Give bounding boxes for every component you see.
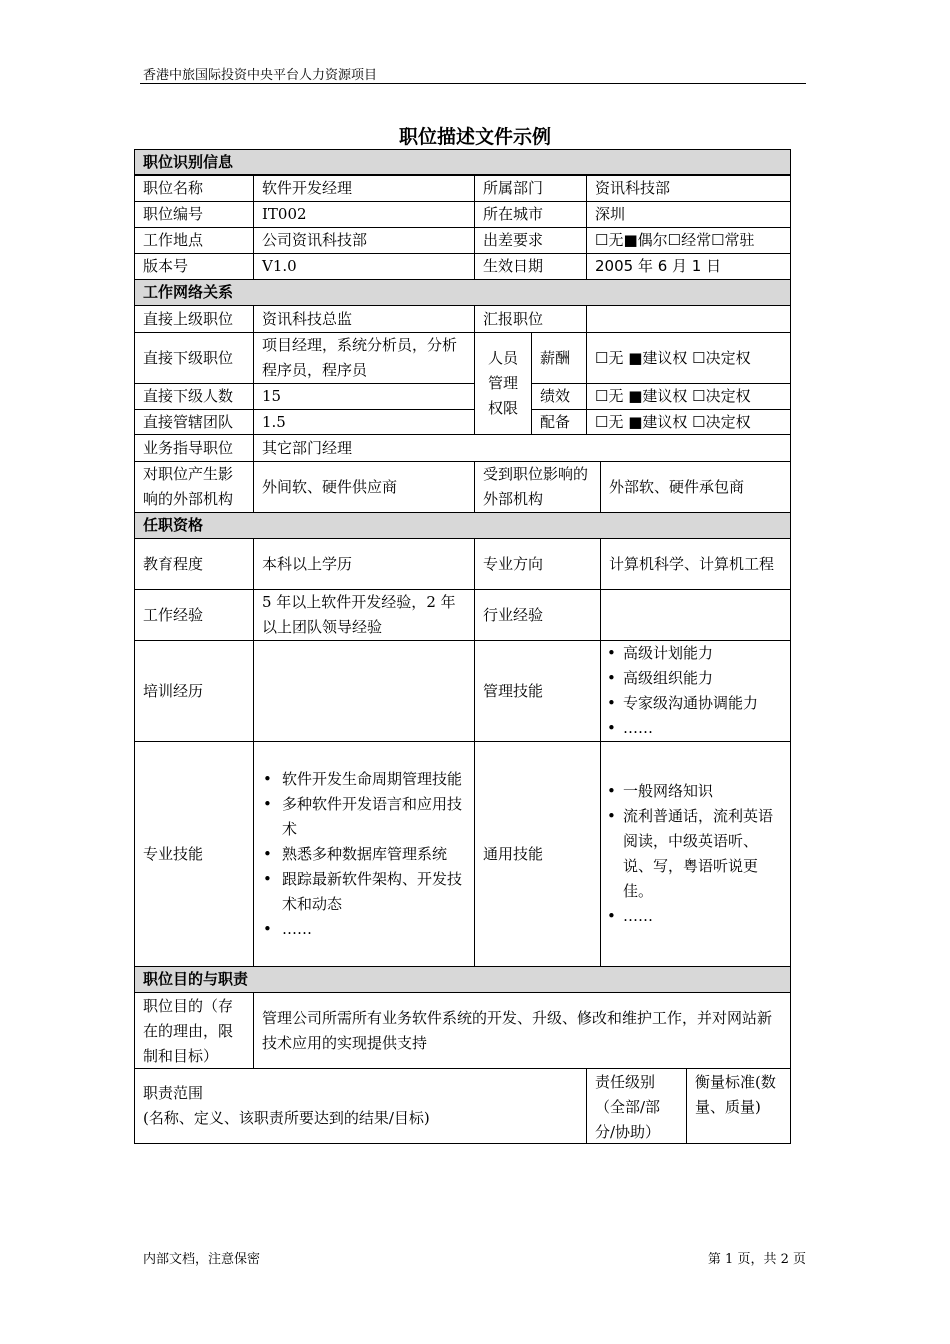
list-item: • 专家级沟通协调能力 xyxy=(603,691,782,716)
label-hr-authority: 人员管理权限 xyxy=(474,332,532,435)
value-team: 1.5 xyxy=(253,409,475,435)
label-education: 教育程度 xyxy=(134,538,254,590)
label-major: 专业方向 xyxy=(474,538,601,590)
value-report-position xyxy=(586,305,791,333)
label-training: 培训经历 xyxy=(134,640,254,742)
section-identity: 职位识别信息 xyxy=(134,149,791,175)
value-city: 深圳 xyxy=(586,201,791,228)
label-department: 所属部门 xyxy=(474,175,587,202)
label-team: 直接管辖团队 xyxy=(134,409,254,435)
label-experience: 工作经验 xyxy=(134,589,254,641)
value-performance-checkboxes: ☐无 ■建议权 ☐决定权 xyxy=(586,383,791,410)
management-skills-cell xyxy=(600,640,791,742)
header-project: 香港中旅国际投资中央平台人力资源项目 xyxy=(143,68,378,83)
management-skills-list xyxy=(603,641,782,741)
header-divider xyxy=(140,83,806,84)
list-item: • 流利普通话，流利英语阅读，中级英语听、说、写，粤语听说更佳。 xyxy=(603,804,782,904)
label-subordinate: 直接下级职位 xyxy=(134,332,254,384)
label-affects-external: 对职位产生影响的外部机构 xyxy=(134,461,254,513)
value-travel-checkboxes: ☐无■偶尔☐经常☐常驻 xyxy=(586,227,791,254)
label-position-code: 职位编号 xyxy=(134,201,254,228)
label-effective-date: 生效日期 xyxy=(474,253,587,280)
list-item: • 熟悉多种数据库管理系统 xyxy=(256,842,466,867)
label-scope: 职责范围 xyxy=(143,1084,204,1102)
section-network: 工作网络关系 xyxy=(134,279,791,306)
professional-skills-cell xyxy=(253,741,475,967)
value-purpose: 管理公司所需所有业务软件系统的开发、升级、修改和维护工作，并对网站新技术应用的实现提供支持 xyxy=(253,992,791,1069)
value-education: 本科以上学历 xyxy=(253,538,475,590)
general-skills-cell xyxy=(600,741,791,967)
list-item: • …… xyxy=(603,904,782,929)
value-position-name: 软件开发经理 xyxy=(253,175,475,202)
section-purpose: 职位目的与职责 xyxy=(134,966,791,993)
document-title: 职位描述文件示例 xyxy=(398,126,551,148)
list-item: • 多种软件开发语言和应用技术 xyxy=(256,792,466,842)
list-item: • 软件开发生命周期管理技能 xyxy=(256,767,466,792)
label-management-skills: 管理技能 xyxy=(474,640,601,742)
value-experience: 5 年以上软件开发经验，2 年以上团队领导经验 xyxy=(253,589,475,641)
value-industry-experience xyxy=(600,589,791,641)
list-item: • …… xyxy=(256,917,466,942)
value-major: 计算机科学、计算机工程 xyxy=(600,538,791,590)
value-version: V1.0 xyxy=(253,253,475,280)
footer-page-number: 第 1 页，共 2 页 xyxy=(707,1252,806,1267)
label-staffing: 配备 xyxy=(531,409,587,435)
general-skills-list xyxy=(603,779,782,929)
label-superior: 直接上级职位 xyxy=(134,305,254,333)
value-staffing-checkboxes: ☐无 ■建议权 ☐决定权 xyxy=(586,409,791,435)
list-item: • 一般网络知识 xyxy=(603,779,782,804)
value-affects-external: 外间软、硬件供应商 xyxy=(253,461,475,513)
value-salary-checkboxes: ☐无 ■建议权 ☐决定权 xyxy=(586,332,791,384)
value-position-code: IT002 xyxy=(253,201,475,228)
label-travel: 出差要求 xyxy=(474,227,587,254)
label-industry-experience: 行业经验 xyxy=(474,589,601,641)
label-performance: 绩效 xyxy=(531,383,587,410)
value-superior: 资讯科技总监 xyxy=(253,305,475,333)
value-work-location: 公司资讯科技部 xyxy=(253,227,475,254)
label-purpose: 职位目的（存在的理由，限制和目标） xyxy=(134,992,254,1069)
label-subordinate-count: 直接下级人数 xyxy=(134,383,254,410)
label-city: 所在城市 xyxy=(474,201,587,228)
label-responsibility-level: 责任级别（全部/部分/协助） xyxy=(586,1068,687,1144)
value-guidance: 其它部门经理 xyxy=(253,434,791,462)
label-measurement-standard: 衡量标准(数量、质量) xyxy=(686,1068,791,1144)
label-report-position: 汇报职位 xyxy=(474,305,587,333)
value-subordinate-count: 15 xyxy=(253,383,475,410)
section-qualifications: 任职资格 xyxy=(134,512,791,539)
list-item: • 高级组织能力 xyxy=(603,666,782,691)
value-subordinate: 项目经理，系统分析员，分析程序员，程序员 xyxy=(253,332,475,384)
label-version: 版本号 xyxy=(134,253,254,280)
list-item: • 高级计划能力 xyxy=(603,641,782,666)
list-item: • …… xyxy=(603,716,782,741)
label-professional-skills: 专业技能 xyxy=(134,741,254,967)
footer-confidential: 内部文档，注意保密 xyxy=(143,1252,261,1267)
scope-cell xyxy=(134,1068,587,1144)
label-salary: 薪酬 xyxy=(531,332,587,384)
professional-skills-list xyxy=(256,767,466,942)
label-position-name: 职位名称 xyxy=(134,175,254,202)
scope-description: (名称、定义、该职责所要达到的结果/目标) xyxy=(143,1109,430,1127)
value-training xyxy=(253,640,475,742)
label-affected-external: 受到职位影响的外部机构 xyxy=(474,461,601,513)
list-item: • 跟踪最新软件架构、开发技术和动态 xyxy=(256,867,466,917)
label-guidance: 业务指导职位 xyxy=(134,434,254,462)
value-affected-external: 外部软、硬件承包商 xyxy=(600,461,791,513)
label-work-location: 工作地点 xyxy=(134,227,254,254)
value-effective-date: 2005 年 6 月 1 日 xyxy=(586,253,791,280)
label-general-skills: 通用技能 xyxy=(474,741,601,967)
value-department: 资讯科技部 xyxy=(586,175,791,202)
